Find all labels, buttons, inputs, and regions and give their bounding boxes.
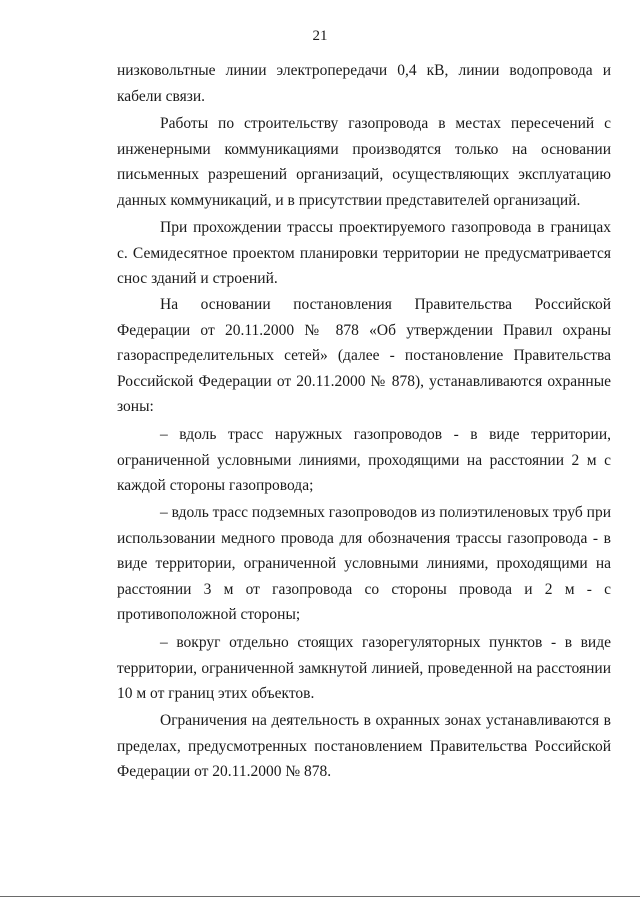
list-item-gas-regulator-points: – вокруг отдельно стоящих газорегуляторных пунктов - в виде территории, ограниченной замкнутой линией, проведенной на расстоянии 10 м от границ этих объектов. — [117, 634, 611, 703]
page-number: 21 — [312, 28, 328, 44]
list-item-external-pipelines: – вдоль трасс наружных газопроводов - в виде территории, ограниченной условными линиями, проходящими на расстоянии 2 м с каждой стороны газопровода; — [117, 426, 611, 495]
paragraph-continued: низковольтные линии электропередачи 0,4 кВ, линии водопровода и кабели связи. — [117, 62, 611, 105]
list-item-underground-pipelines: – вдоль трасс подземных газопроводов из полиэтиленовых труб при использовании медного провода для обозначения трассы газопровода - в виде территории, ограниченной условными линиями, проходящими на расстоянии 3 м от газопровода со стороны провода и 2 м - с противоположной стороны; — [117, 504, 611, 624]
page-bottom-rule — [0, 896, 640, 897]
paragraph-works-permission: Работы по строительству газопровода в местах пересечений с инженерными коммуникациями производятся только на основании письменных разрешений организаций, осуществляющих эксплуатацию данных коммуникаций, и в присутствии представителей организаций. — [117, 115, 611, 209]
paragraph-restrictions: Ограничения на деятельность в охранных зонах устанавливаются в пределах, предусмотренных постановлением Правительства Российской Федерации от 20.11.2000 № 878. — [117, 712, 611, 781]
paragraph-protection-zones-intro: На основании постановления Правительства Российской Федерации от 20.11.2000 № 878 «Об утверждении Правил охраны газораспределительных сетей» (далее - постановление Правительства Российской Федерации от 20.11.2000 № 878), устанавливаются охранные зоны: — [117, 296, 611, 416]
paragraph-no-demolition: При прохождении трассы проектируемого газопровода в границах с. Семидесятное проектом планировки территории не предусматривается снос зданий и строений. — [117, 219, 611, 288]
